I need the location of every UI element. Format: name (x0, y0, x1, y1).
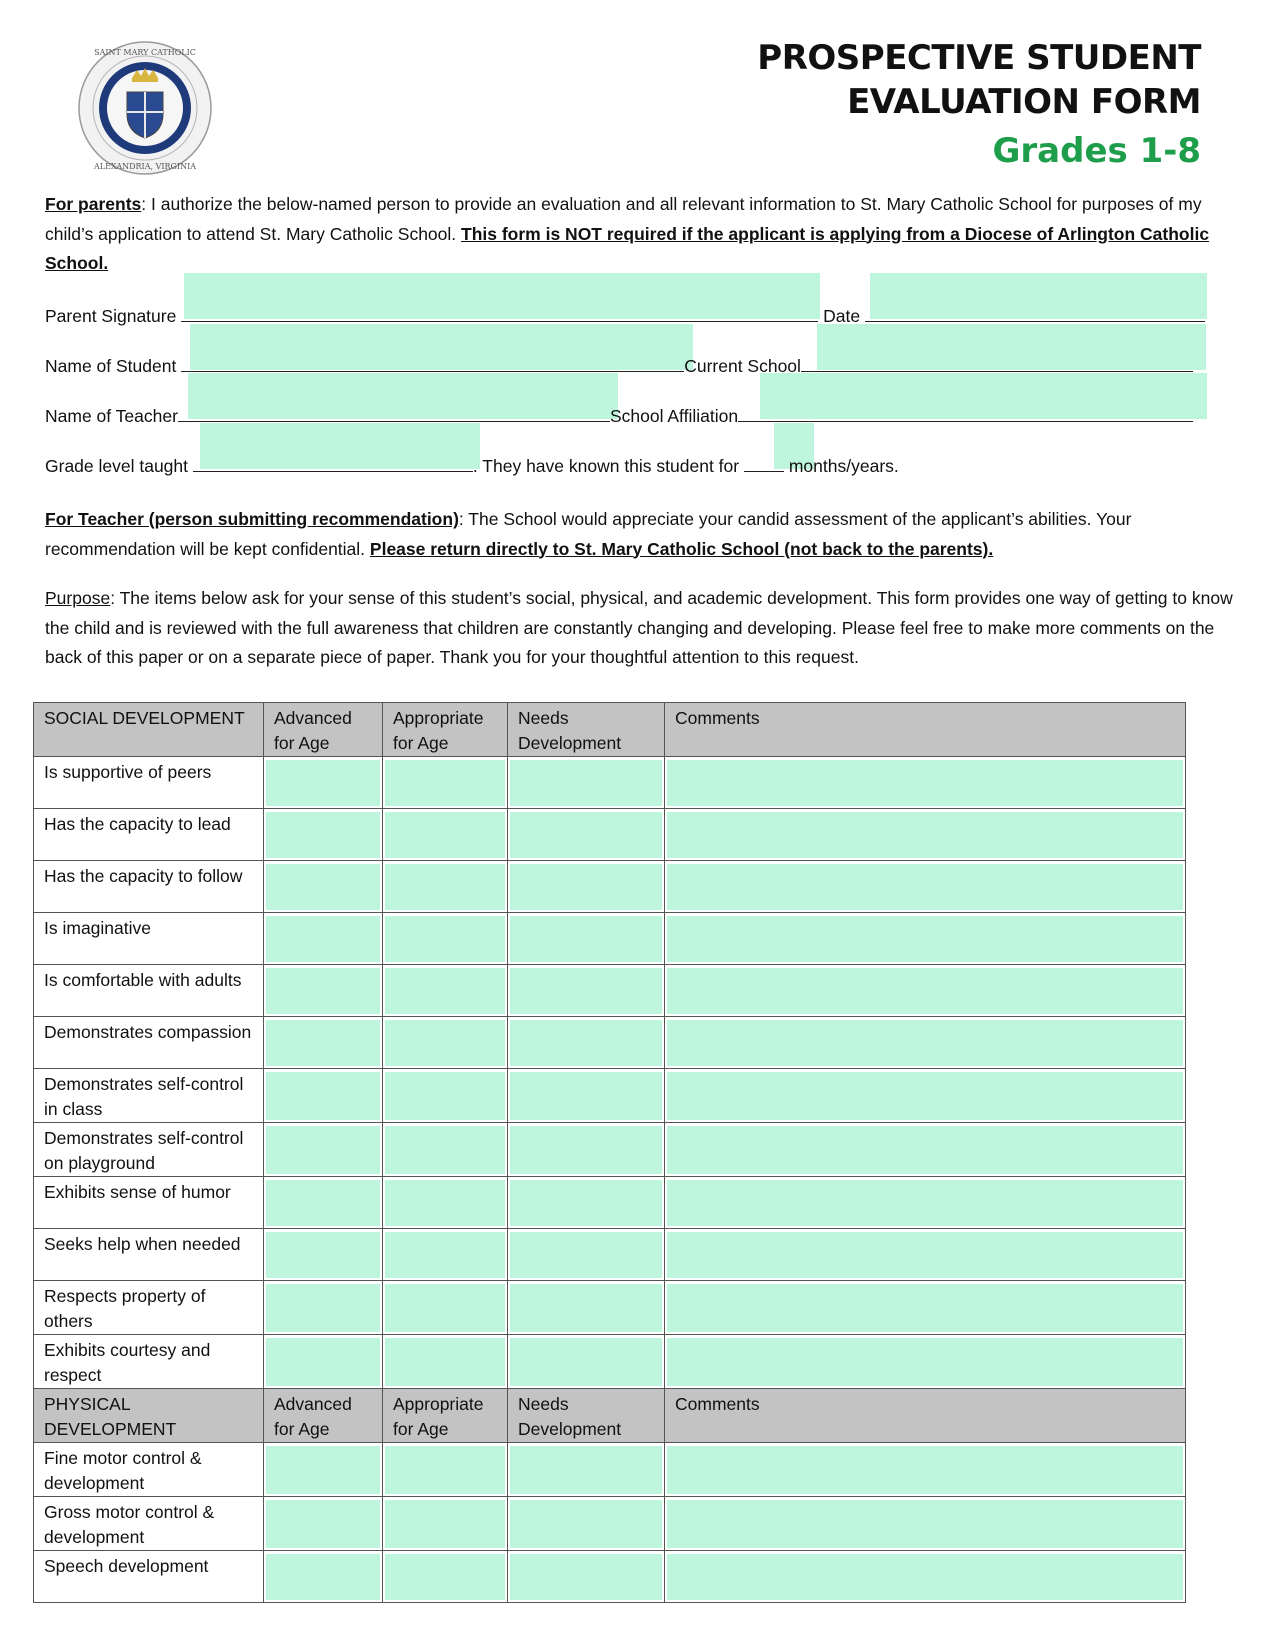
comments-cell-fill[interactable] (667, 812, 1183, 858)
appropriate-cell-fill[interactable] (385, 1020, 505, 1066)
column-header: Appropriate for Age (383, 1389, 508, 1443)
appropriate-cell[interactable] (383, 1229, 508, 1281)
advanced-cell[interactable] (264, 1335, 383, 1389)
advanced-cell[interactable] (264, 1069, 383, 1123)
table-row (34, 1069, 1186, 1123)
row-label: Has the capacity to lead (34, 809, 264, 861)
appropriate-cell-fill[interactable] (385, 760, 505, 806)
appropriate-cell-fill[interactable] (385, 1284, 505, 1332)
advanced-cell[interactable] (264, 1229, 383, 1281)
advanced-cell-fill[interactable] (266, 1338, 380, 1386)
appropriate-cell-fill[interactable] (385, 1072, 505, 1120)
comments-cell[interactable] (665, 861, 1186, 913)
row-label: Gross motor control & development (34, 1497, 264, 1551)
row-label: Seeks help when needed (34, 1229, 264, 1281)
needs-cell[interactable] (508, 1069, 665, 1123)
appropriate-cell[interactable] (383, 1123, 508, 1177)
column-header: Advanced for Age (264, 703, 383, 757)
evaluation-table (33, 702, 1186, 1603)
advanced-cell[interactable] (264, 757, 383, 809)
appropriate-cell-fill[interactable] (385, 812, 505, 858)
needs-cell-fill[interactable] (510, 1554, 662, 1600)
row-label: Fine motor control & development (34, 1443, 264, 1497)
table-row (34, 809, 1186, 861)
appropriate-cell-fill[interactable] (385, 864, 505, 910)
needs-cell-fill[interactable] (510, 1232, 662, 1278)
comments-cell[interactable] (665, 1017, 1186, 1069)
social-development-header-label: SOCIAL DEVELOPMENT (34, 703, 264, 757)
svg-text:ALEXANDRIA, VIRGINIA: ALEXANDRIA, VIRGINIA (93, 162, 197, 171)
row-label: Speech development (34, 1551, 264, 1603)
needs-cell-fill[interactable] (510, 864, 662, 910)
school-affiliation-label: School Affiliation (609, 406, 739, 426)
teacher-name-label: Name of Teacher (45, 406, 178, 426)
advanced-cell[interactable] (264, 809, 383, 861)
needs-cell-fill[interactable] (510, 1500, 662, 1548)
needs-cell[interactable] (508, 861, 665, 913)
comments-cell[interactable] (665, 1123, 1186, 1177)
appropriate-cell[interactable] (383, 1281, 508, 1335)
advanced-cell[interactable] (264, 913, 383, 965)
table-row (34, 757, 1186, 809)
table-row (34, 1177, 1186, 1229)
teacher-note: Please return directly to St. Mary Catholic School (not back to the parents). (369, 538, 994, 559)
appropriate-cell[interactable] (383, 1497, 508, 1551)
needs-cell[interactable] (508, 1017, 665, 1069)
needs-cell-fill[interactable] (510, 1338, 662, 1386)
appropriate-cell[interactable] (383, 809, 508, 861)
appropriate-cell-fill[interactable] (385, 1338, 505, 1386)
column-header: Needs Development (508, 703, 665, 757)
table-row (34, 1123, 1186, 1177)
column-header: Comments (665, 1389, 1186, 1443)
comments-cell-fill[interactable] (667, 864, 1183, 910)
comments-cell[interactable] (665, 1229, 1186, 1281)
row-label: Is comfortable with adults (34, 965, 264, 1017)
row-label: Respects property of others (34, 1281, 264, 1335)
needs-cell[interactable] (508, 1443, 665, 1497)
table-row (34, 1443, 1186, 1497)
grade-level-row (45, 454, 899, 477)
student-name-label: Name of Student (45, 356, 177, 376)
appropriate-cell[interactable] (383, 757, 508, 809)
comments-cell[interactable] (665, 757, 1186, 809)
needs-cell[interactable] (508, 913, 665, 965)
needs-cell-fill[interactable] (510, 812, 662, 858)
table-row (34, 913, 1186, 965)
known-suffix: months/years. (788, 456, 899, 476)
physical-development-header (34, 1389, 1186, 1443)
row-label: Is imaginative (34, 913, 264, 965)
advanced-cell[interactable] (264, 1177, 383, 1229)
parents-paragraph (45, 190, 1235, 279)
row-label: Is supportive of peers (34, 757, 264, 809)
needs-cell-fill[interactable] (510, 968, 662, 1014)
advanced-cell-fill[interactable] (266, 1500, 380, 1548)
advanced-cell-fill[interactable] (266, 864, 380, 910)
appropriate-cell[interactable] (383, 1335, 508, 1389)
needs-cell[interactable] (508, 1177, 665, 1229)
appropriate-cell-fill[interactable] (385, 1500, 505, 1548)
appropriate-cell-fill[interactable] (385, 916, 505, 962)
comments-cell[interactable] (665, 1335, 1186, 1389)
needs-cell-fill[interactable] (510, 1284, 662, 1332)
appropriate-cell-fill[interactable] (385, 1232, 505, 1278)
needs-cell[interactable] (508, 1229, 665, 1281)
teacher-heading: For Teacher (person submitting recommendation) (45, 509, 459, 529)
advanced-cell[interactable] (264, 1551, 383, 1603)
row-label: Has the capacity to follow (34, 861, 264, 913)
comments-cell[interactable] (665, 1177, 1186, 1229)
needs-cell-fill[interactable] (510, 916, 662, 962)
advanced-cell-fill[interactable] (266, 916, 380, 962)
advanced-cell-fill[interactable] (266, 1072, 380, 1120)
known-prefix: . They have known this student for (472, 456, 740, 476)
row-label: Demonstrates compassion (34, 1017, 264, 1069)
title-line-1: PROSPECTIVE STUDENT (757, 38, 1201, 78)
advanced-cell-fill[interactable] (266, 1284, 380, 1332)
parents-note: This form is NOT required if the applicant is applying from a Diocese of Arlington Catholic School. (45, 223, 1210, 273)
row-label: Exhibits courtesy and respect (34, 1335, 264, 1389)
parents-heading: For parents (45, 194, 142, 214)
comments-cell-fill[interactable] (667, 1020, 1183, 1066)
appropriate-cell[interactable] (383, 1551, 508, 1603)
table-row (34, 1281, 1186, 1335)
advanced-cell-fill[interactable] (266, 1126, 380, 1174)
advanced-cell-fill[interactable] (266, 1446, 380, 1494)
table-row (34, 1551, 1186, 1603)
needs-cell-fill[interactable] (510, 1020, 662, 1066)
comments-cell[interactable] (665, 965, 1186, 1017)
needs-cell-fill[interactable] (510, 1180, 662, 1226)
advanced-cell[interactable] (264, 1497, 383, 1551)
parent-signature-label: Parent Signature (45, 306, 177, 326)
needs-cell[interactable] (508, 965, 665, 1017)
comments-cell[interactable] (665, 1551, 1186, 1603)
physical-development-header-label: PHYSICAL DEVELOPMENT (34, 1389, 264, 1443)
advanced-cell[interactable] (264, 861, 383, 913)
needs-cell-fill[interactable] (510, 1072, 662, 1120)
student-name-row (45, 354, 1193, 377)
needs-cell-fill[interactable] (510, 1126, 662, 1174)
needs-cell[interactable] (508, 1551, 665, 1603)
column-header: Advanced for Age (264, 1389, 383, 1443)
comments-cell-fill[interactable] (667, 1072, 1183, 1120)
appropriate-cell[interactable] (383, 861, 508, 913)
advanced-cell-fill[interactable] (266, 1232, 380, 1278)
appropriate-cell[interactable] (383, 1069, 508, 1123)
needs-cell[interactable] (508, 1335, 665, 1389)
comments-cell-fill[interactable] (667, 1126, 1183, 1174)
row-label: Demonstrates self-control in class (34, 1069, 264, 1123)
comments-cell-fill[interactable] (667, 1232, 1183, 1278)
comments-cell[interactable] (665, 1069, 1186, 1123)
grades-label: Grades 1-8 (992, 131, 1201, 171)
comments-cell-fill[interactable] (667, 1500, 1183, 1548)
appropriate-cell[interactable] (383, 1443, 508, 1497)
comments-cell-fill[interactable] (667, 1446, 1183, 1494)
comments-cell[interactable] (665, 809, 1186, 861)
advanced-cell-fill[interactable] (266, 760, 380, 806)
comments-cell-fill[interactable] (667, 1284, 1183, 1332)
needs-cell[interactable] (508, 1123, 665, 1177)
teacher-name-row (45, 404, 1193, 427)
needs-cell[interactable] (508, 1281, 665, 1335)
table-row (34, 1229, 1186, 1281)
comments-cell-fill[interactable] (667, 916, 1183, 962)
appropriate-cell[interactable] (383, 1017, 508, 1069)
comments-cell-fill[interactable] (667, 1338, 1183, 1386)
advanced-cell[interactable] (264, 1123, 383, 1177)
parent-signature-row (45, 304, 1205, 327)
social-development-header (34, 703, 1186, 757)
advanced-cell-fill[interactable] (266, 1180, 380, 1226)
advanced-cell[interactable] (264, 1443, 383, 1497)
column-header: Needs Development (508, 1389, 665, 1443)
current-school-label: Current School (684, 356, 801, 376)
table-row (34, 1017, 1186, 1069)
purpose-text: : The items below ask for your sense of this student’s social, physical, and academic development. This form provides one way of getting to know the child and is reviewed with the full awareness that children are constantly changing and developing. Please feel free to make more comments on the back of this paper or on a separate piece of paper. Thank you for your thoughtful attention to this request. (45, 588, 1233, 667)
advanced-cell[interactable] (264, 1017, 383, 1069)
needs-cell[interactable] (508, 1497, 665, 1551)
comments-cell[interactable] (665, 1281, 1186, 1335)
purpose-paragraph (45, 584, 1235, 673)
school-seal-logo (77, 40, 213, 176)
grade-level-label: Grade level taught (45, 456, 189, 476)
form-title (757, 36, 1201, 174)
comments-cell[interactable] (665, 913, 1186, 965)
appropriate-cell-fill[interactable] (385, 1180, 505, 1226)
comments-cell-fill[interactable] (667, 968, 1183, 1014)
advanced-cell-fill[interactable] (266, 1554, 380, 1600)
comments-cell[interactable] (665, 1497, 1186, 1551)
column-header: Appropriate for Age (383, 703, 508, 757)
advanced-cell-fill[interactable] (266, 1020, 380, 1066)
needs-cell-fill[interactable] (510, 760, 662, 806)
parents-text: : I authorize the below-named person to provide an evaluation and all relevant information to St. Mary Catholic School for purposes of my child’s application to attend St. Mary Catholic School. (45, 194, 1202, 244)
appropriate-cell-fill[interactable] (385, 1446, 505, 1494)
table-row (34, 965, 1186, 1017)
appropriate-cell-fill[interactable] (385, 968, 505, 1014)
date-label: Date (823, 306, 861, 326)
comments-cell-fill[interactable] (667, 760, 1183, 806)
title-line-2: EVALUATION FORM (847, 82, 1201, 122)
needs-cell-fill[interactable] (510, 1446, 662, 1494)
advanced-cell[interactable] (264, 1281, 383, 1335)
svg-text:SAINT MARY CATHOLIC: SAINT MARY CATHOLIC (94, 48, 196, 57)
comments-cell-fill[interactable] (667, 1554, 1183, 1600)
needs-cell[interactable] (508, 809, 665, 861)
comments-cell[interactable] (665, 1443, 1186, 1497)
purpose-heading: Purpose (45, 588, 111, 608)
appropriate-cell[interactable] (383, 965, 508, 1017)
advanced-cell[interactable] (264, 965, 383, 1017)
table-row (34, 1497, 1186, 1551)
teacher-text: : The School would appreciate your candid assessment of the applicant’s abilities. Your recommendation will be kept confidential. (45, 509, 1132, 559)
teacher-paragraph (45, 505, 1235, 564)
advanced-cell-fill[interactable] (266, 968, 380, 1014)
table-row (34, 1335, 1186, 1389)
row-label: Demonstrates self-control on playground (34, 1123, 264, 1177)
needs-cell[interactable] (508, 757, 665, 809)
column-header: Comments (665, 703, 1186, 757)
appropriate-cell[interactable] (383, 1177, 508, 1229)
table-row (34, 861, 1186, 913)
appropriate-cell-fill[interactable] (385, 1554, 505, 1600)
appropriate-cell-fill[interactable] (385, 1126, 505, 1174)
row-label: Exhibits sense of humor (34, 1177, 264, 1229)
comments-cell-fill[interactable] (667, 1180, 1183, 1226)
appropriate-cell[interactable] (383, 913, 508, 965)
advanced-cell-fill[interactable] (266, 812, 380, 858)
